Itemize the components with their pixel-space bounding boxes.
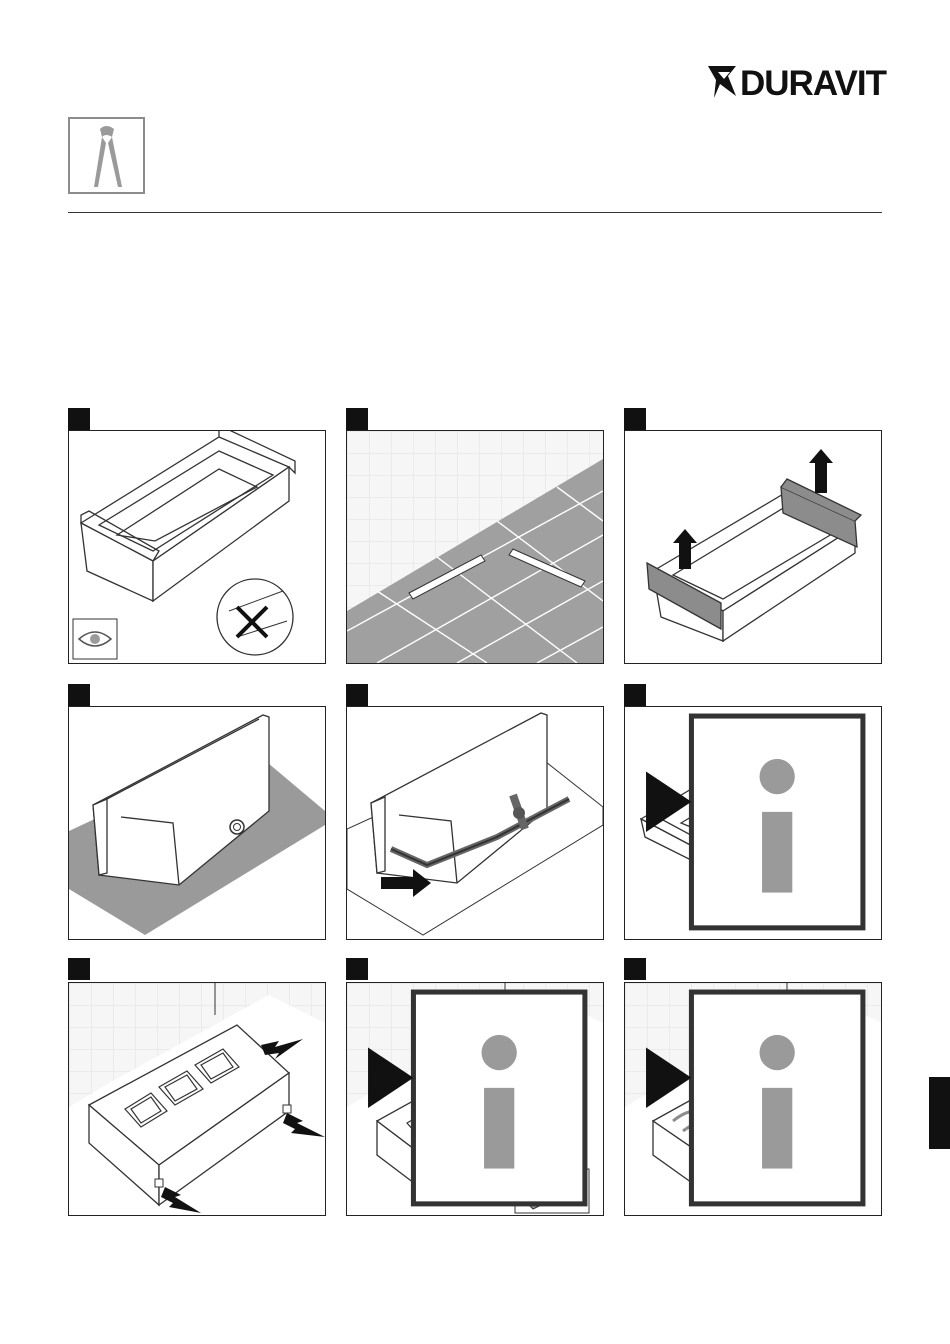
- step-marker-1: [68, 408, 90, 430]
- tool-icon-box: [68, 117, 145, 194]
- header-divider: [68, 212, 882, 213]
- step-panel-3: [624, 430, 882, 664]
- step-panel-9: [624, 982, 882, 1216]
- pliers-icon: [70, 119, 143, 192]
- step-marker-5: [346, 684, 368, 706]
- remove-packaging-illustration: [625, 431, 881, 663]
- spirit-level-floor-illustration: [347, 431, 603, 663]
- step-marker-4: [68, 684, 90, 706]
- step-panel-2: [346, 430, 604, 664]
- info-icon: [629, 987, 882, 1216]
- step-marker-6: [624, 684, 646, 706]
- step-panel-6: [624, 706, 882, 940]
- step-panel-1: [68, 430, 326, 664]
- chapter-tab: [929, 1077, 950, 1149]
- step-panel-8: [346, 982, 604, 1216]
- step-marker-9: [624, 958, 646, 980]
- step-panel-7: [68, 982, 326, 1216]
- info-icon: [629, 711, 882, 940]
- step-marker-8: [346, 958, 368, 980]
- eye-icon: [77, 623, 113, 655]
- support-block-illustration: [69, 983, 325, 1215]
- step-marker-2: [346, 408, 368, 430]
- bathtub-underside-illustration: [69, 707, 325, 939]
- connect-waste-pipe-illustration: [347, 707, 603, 939]
- logo-text: DURAVIT: [740, 64, 886, 102]
- step-marker-3: [624, 408, 646, 430]
- step-panel-5: [346, 706, 604, 940]
- info-icon: [351, 987, 604, 1216]
- duravit-logo: [706, 62, 888, 102]
- step-panel-4: [68, 706, 326, 940]
- duravit-logo-icon: [706, 62, 888, 102]
- step-marker-7: [68, 958, 90, 980]
